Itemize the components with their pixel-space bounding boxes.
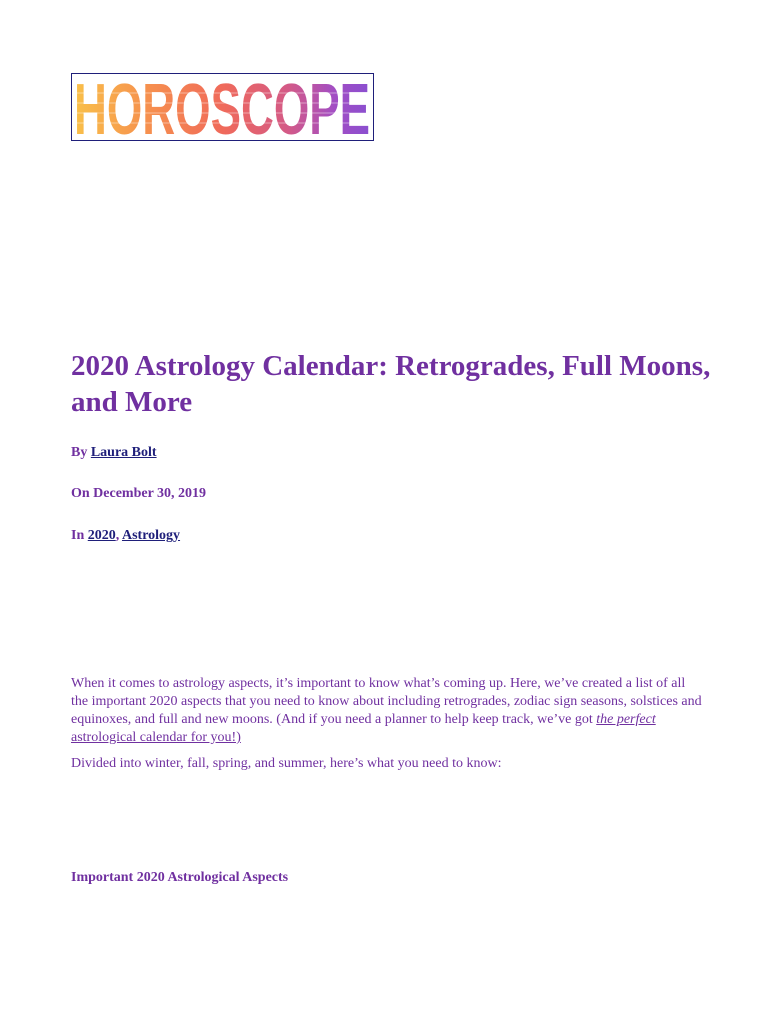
byline	[71, 444, 157, 462]
intro-text: When it comes to astrology aspects, it’s important to know what’s coming up. Here, we’ve created a list of all the important 2020 aspects that you need to know about including retrogrades, zodiac sign seasons, solstices and equinoxes, and full and new moons. (And if you need a planner to help keep track, we’ve got	[71, 676, 702, 727]
publish-date: On December 30, 2019	[71, 486, 207, 501]
category-separator: ,	[115, 528, 120, 543]
horoscope-logo-icon	[72, 70, 373, 150]
categories	[71, 527, 180, 545]
byline-prefix: By	[71, 445, 88, 460]
link-italic-text: the perfect	[596, 712, 656, 727]
category-link-astrology[interactable]: Astrology	[121, 528, 181, 543]
article-title: 2020 Astrology Calendar: Retrogrades, Full Moons, and More	[71, 350, 711, 418]
author-link[interactable]: Laura Bolt	[90, 445, 157, 460]
horoscope-logo-link[interactable]	[71, 70, 374, 150]
section-heading: Important 2020 Astrological Aspects	[71, 870, 289, 885]
logo-wordmark: HOROSCOPE	[74, 70, 370, 150]
intro-paragraph	[71, 675, 703, 747]
category-link-2020[interactable]: 2020	[87, 528, 116, 543]
link-rest-text: astrological calendar for you!)	[71, 730, 241, 745]
divided-paragraph: Divided into winter, fall, spring, and summer, here’s what you need to know:	[71, 756, 502, 771]
categories-prefix: In	[71, 528, 85, 543]
